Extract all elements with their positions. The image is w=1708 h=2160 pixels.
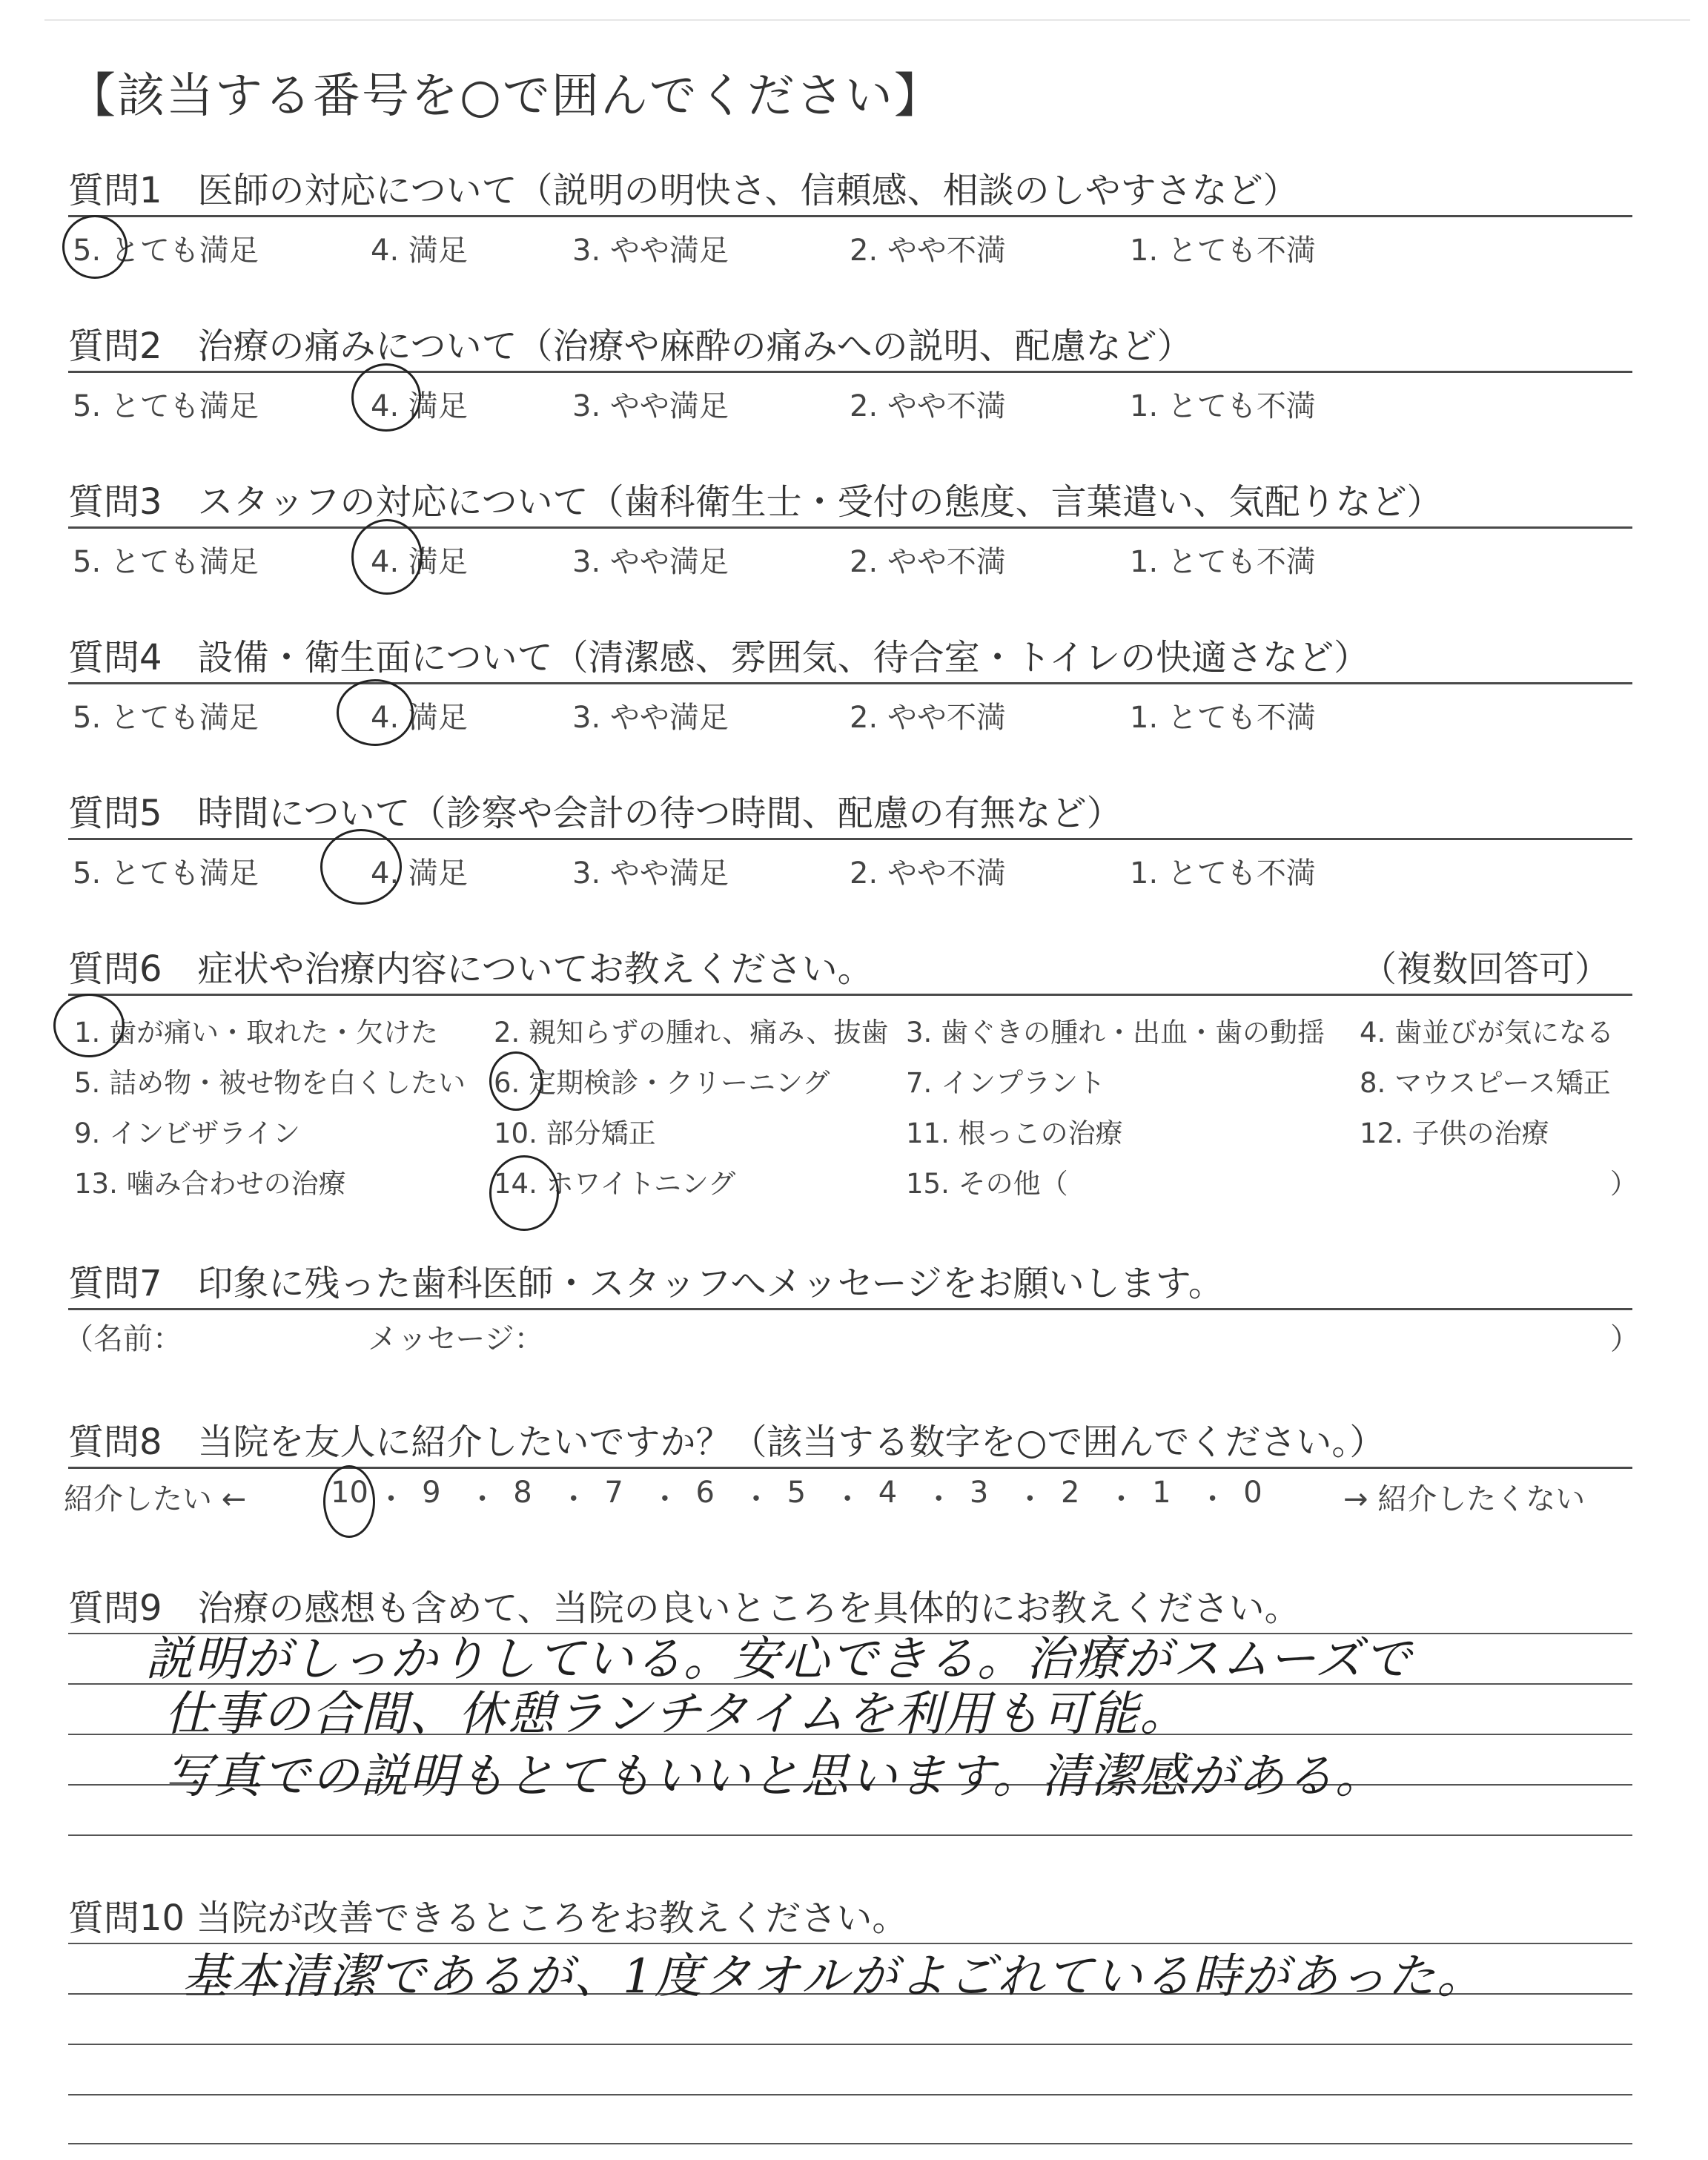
option-5[interactable]: 5. とても満足 (73, 234, 259, 268)
scale-value-5[interactable]: 5 (787, 1476, 807, 1510)
recommend-right-label: → 紹介したくない (1343, 1482, 1586, 1516)
selection-circle (489, 1155, 559, 1231)
divider (68, 994, 1632, 996)
divider (68, 371, 1632, 373)
handwritten-answer-line: 仕事の合間、休憩ランチタイムを利用も可能。 (165, 1687, 1189, 1742)
option-2[interactable]: 2. やや不満 (850, 856, 1006, 891)
option-5[interactable]: 5. とても満足 (73, 856, 259, 891)
writing-line (68, 2143, 1632, 2144)
selection-circle (62, 215, 128, 279)
divider (68, 838, 1632, 840)
scale-value-3[interactable]: 3 (969, 1476, 989, 1510)
selection-circle (489, 1051, 543, 1111)
option-4[interactable]: 4. 満足 (371, 234, 468, 268)
question-4-title: 質問4 設備・衛生面について（清潔感、雰囲気、待合室・トイレの快適さなど） (68, 637, 1370, 678)
symptom-option-3[interactable]: 3. 歯ぐきの腫れ・出血・歯の動揺 (906, 1017, 1325, 1048)
option-4[interactable]: 4. 満足 (371, 856, 468, 891)
scale-separator: ・ (924, 1482, 954, 1516)
symptom-option-12[interactable]: 12. 子供の治療 (1360, 1117, 1549, 1149)
symptom-option-14[interactable]: 14. ホワイトニング (494, 1168, 736, 1200)
symptom-option-4[interactable]: 4. 歯並びが気になる (1360, 1017, 1615, 1048)
scale-separator: ・ (1197, 1482, 1228, 1516)
symptom-option-11[interactable]: 11. 根っこの治療 (906, 1117, 1123, 1149)
option-1[interactable]: 1. とても不満 (1130, 234, 1316, 268)
selection-circle (337, 679, 414, 746)
name-label: （名前： (64, 1322, 182, 1356)
divider (68, 1308, 1632, 1310)
divider (68, 1467, 1632, 1469)
divider (68, 215, 1632, 217)
question-6-title: 質問6 症状や治療内容についてお教えください。 (68, 948, 873, 990)
scale-separator: ・ (558, 1482, 589, 1516)
question-10-title: 質問10 当院が改善できるところをお教えください。 (68, 1898, 908, 1939)
symptom-option-9[interactable]: 9. インビザライン (74, 1117, 300, 1149)
recommend-left-label: 紹介したい ← (64, 1482, 247, 1516)
option-5[interactable]: 5. とても満足 (73, 701, 259, 735)
scale-value-1[interactable]: 1 (1152, 1476, 1171, 1510)
symptom-option-1[interactable]: 1. 歯が痛い・取れた・欠けた (74, 1017, 439, 1048)
symptom-option-7[interactable]: 7. インプラント (906, 1067, 1106, 1099)
handwritten-answer-line: 写真での説明もとてもいいと思います。清潔感がある。 (165, 1749, 1384, 1804)
scale-value-9[interactable]: 9 (422, 1476, 441, 1510)
writing-line (68, 1834, 1632, 1836)
symptom-option-13[interactable]: 13. 噛み合わせの治療 (74, 1168, 346, 1200)
page-top-edge (44, 19, 1690, 21)
scale-separator: ・ (741, 1482, 772, 1516)
symptom-option-5[interactable]: 5. 詰め物・被せ物を白くしたい (74, 1067, 466, 1099)
multiple-answer-note: （複数回答可） (1361, 948, 1611, 990)
scale-separator: ・ (467, 1482, 497, 1516)
scale-value-0[interactable]: 0 (1243, 1476, 1262, 1510)
scale-value-7[interactable]: 7 (604, 1476, 623, 1510)
option-5[interactable]: 5. とても満足 (73, 389, 259, 423)
selection-circle (320, 829, 402, 905)
option-2[interactable]: 2. やや不満 (850, 389, 1006, 423)
option-1[interactable]: 1. とても不満 (1130, 389, 1316, 423)
scale-separator: ・ (1106, 1482, 1136, 1516)
option-3[interactable]: 3. やや満足 (572, 545, 729, 579)
symptom-option-2[interactable]: 2. 親知らずの腫れ、痛み、抜歯 (494, 1017, 889, 1048)
scale-value-2[interactable]: 2 (1060, 1476, 1080, 1510)
option-3[interactable]: 3. やや満足 (572, 856, 729, 891)
option-3[interactable]: 3. やや満足 (572, 701, 729, 735)
page-header: 【該当する番号を○で囲んでください】 (68, 69, 943, 124)
selection-circle (323, 1465, 375, 1538)
option-3[interactable]: 3. やや満足 (572, 234, 729, 268)
selection-circle (351, 519, 423, 595)
question-9-title: 質問9 治療の感想も含めて、当院の良いところを具体的にお教えください。 (68, 1588, 1300, 1629)
option-4[interactable]: 4. 満足 (371, 545, 468, 579)
handwritten-answer-line: 基本清潔であるが、1度タオルがよごれている時があった。 (182, 1949, 1486, 2004)
question-8-title: 質問8 当院を友人に紹介したいですか？（該当する数字を○で囲んでください。） (68, 1421, 1386, 1463)
option-1[interactable]: 1. とても不満 (1130, 701, 1316, 735)
option-2[interactable]: 2. やや不満 (850, 234, 1006, 268)
message-close-paren: ） (1610, 1322, 1640, 1356)
scale-value-8[interactable]: 8 (513, 1476, 532, 1510)
question-5-title: 質問5 時間について（診察や会計の待つ時間、配慮の有無など） (68, 793, 1122, 834)
option-1[interactable]: 1. とても不満 (1130, 545, 1316, 579)
divider (68, 526, 1632, 529)
option-4[interactable]: 4. 満足 (371, 389, 468, 423)
message-label: メッセージ： (368, 1322, 544, 1356)
scale-separator: ・ (376, 1482, 406, 1516)
scale-separator: ・ (833, 1482, 863, 1516)
symptom-option-15[interactable]: 15. その他（ (906, 1168, 1068, 1200)
symptom-option-10[interactable]: 10. 部分矯正 (494, 1117, 656, 1149)
scale-separator: ・ (649, 1482, 680, 1516)
question-7-title: 質問7 印象に残った歯科医師・スタッフへメッセージをお願いします。 (68, 1263, 1224, 1304)
option-2[interactable]: 2. やや不満 (850, 545, 1006, 579)
scale-separator: ・ (1015, 1482, 1045, 1516)
question-2-title: 質問2 治療の痛みについて（治療や麻酔の痛みへの説明、配慮など） (68, 326, 1193, 367)
scale-value-4[interactable]: 4 (878, 1476, 898, 1510)
writing-line (68, 2094, 1632, 2095)
scale-value-10[interactable]: 10 (331, 1476, 368, 1510)
handwritten-answer-line: 説明がしっかりしている。安心できる。治療がスムーズで (145, 1632, 1413, 1687)
option-1[interactable]: 1. とても不満 (1130, 856, 1316, 891)
option-3[interactable]: 3. やや満足 (572, 389, 729, 423)
question-3-title: 質問3 スタッフの対応について（歯科衛生士・受付の態度、言葉遣い、気配りなど） (68, 481, 1443, 523)
option-5[interactable]: 5. とても満足 (73, 545, 259, 579)
option-2[interactable]: 2. やや不満 (850, 701, 1006, 735)
selection-circle (53, 994, 125, 1057)
writing-line (68, 2044, 1632, 2045)
option-4[interactable]: 4. 満足 (371, 701, 468, 735)
question-1-title: 質問1 医師の対応について（説明の明快さ、信頼感、相談のしやすさなど） (68, 170, 1299, 211)
other-close-paren: ） (1610, 1168, 1638, 1200)
symptom-option-6[interactable]: 6. 定期検診・クリーニング (494, 1067, 830, 1099)
symptom-option-8[interactable]: 8. マウスピース矯正 (1360, 1067, 1611, 1099)
scale-value-6[interactable]: 6 (695, 1476, 715, 1510)
selection-circle (351, 363, 421, 432)
divider (68, 682, 1632, 684)
